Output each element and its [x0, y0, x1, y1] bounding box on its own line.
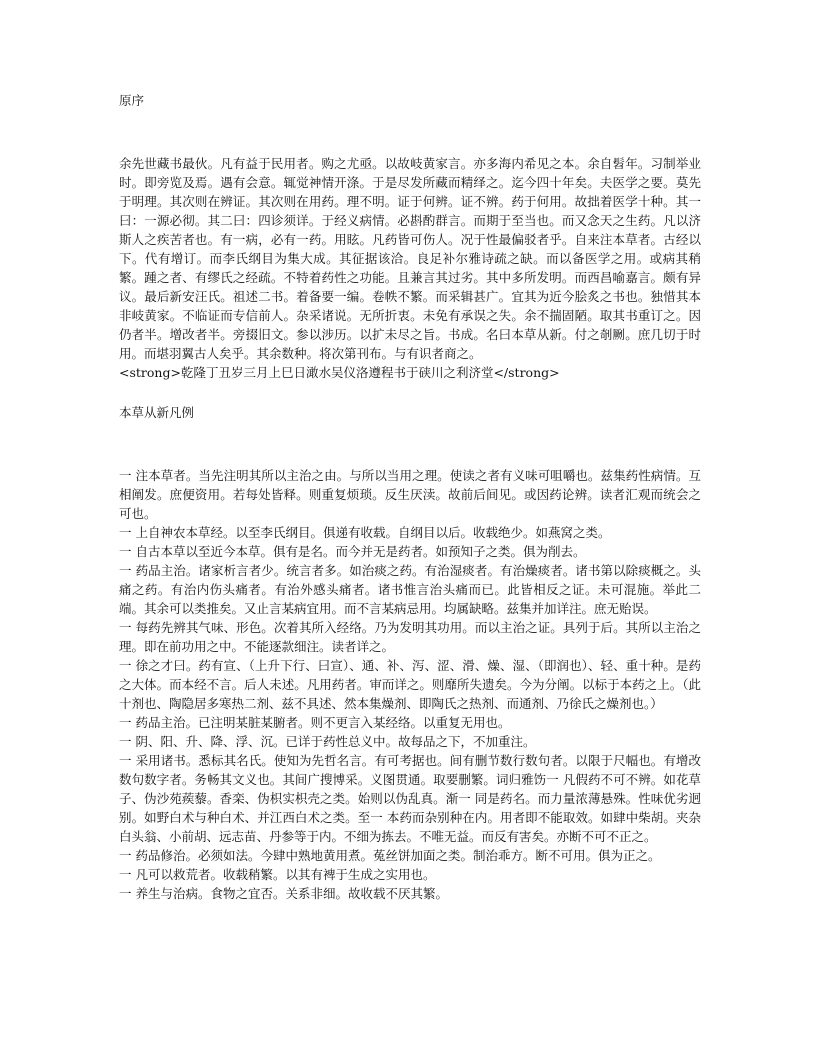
- fanli-item: 一 药品修治。必须如法。今肆中熟地黄用煮。菟丝饼加面之类。制治乖方。断不可用。俱为正之。: [119, 848, 661, 863]
- fanli-item: 一 徐之才曰。药有宣、（上升下行、曰宣）、通、补、泻、涩、滑、燥、湿、（即润也）、轻、重十种。是药之大体。而本经不言。后人未述。凡用药者。审而详之。则靡所失遗矣。今为分阐。以标于本药之上。（此十剂也、陶隐居多寒热二剂、兹不具述、然本集燥剂、即陶氏之热剂、而通剂、乃徐氏之燥剂也。）: [119, 658, 701, 711]
- preface-body: 余先世藏书最伙。凡有益于民用者。购之尤亟。以故岐黄家言。亦多海内希见之本。余自髫年。习制举业时。即旁览及焉。遇有会意。辄觉神情开涤。于是尽发所藏而精绎之。迄今四十年矣。夫医学之要。莫先于明理。其次则在辨证。其次则在用药。理不明。证于何辨。证不辨。药于何用。故拙着医学十种。其一曰：一源必彻。其二曰：四诊须详。于经义病情。必斟酌群言。而期于至当也。而又念天之生药。凡以济斯人之疾苦者也。有一病，必有一药。用眩。凡药皆可伤人。况于性最偏驳者乎。自来注本草者。古经以下。代有增订。而李氏纲目为集大成。其征据该洽。良足补尔雅诗疏之缺。而以备医学之用。或病其稍繁。踵之者、有缪氏之经疏。不特着药性之功能。且兼言其过劣。其中多所发明。而西昌喻嘉言。颇有异议。最后新安汪氏。祖述二书。着备要一编。卷帙不繁。而采辑甚广。宜其为近今脍炙之书也。独惜其本非岐黄家。不临证而专信前人。杂采诸说。无所折衷。未免有承误之失。余不揣固陋。取其书重订之。因仍者半。增改者半。旁掇旧文。参以涉历。以扩未尽之旨。书成。名曰本草从新。付之剞劂。庶几切于时用。而堪羽翼古人矣乎。其余数种。将次第刊布。与有识者商之。: [119, 156, 701, 361]
- fanli-item: 一 阴、阳、升、降、浮、沉。已详于药性总义中。故每品之下，不加重注。: [119, 734, 536, 749]
- fanli-item: 一 自古本草以至近今本草。俱有是名。而今并无是药者。如预知子之类。俱为削去。: [119, 544, 586, 559]
- fanli-item: 一 每药先辨其气味、形色。次着其所入经络。乃为发明其功用。而以主治之证。具列于后。其所以主治之理。即在前功用之中。不能逐款细注。读者详之。: [119, 620, 701, 654]
- preface-heading: 原序: [119, 93, 145, 108]
- fanli-item: 一 养生与治病。食物之宜否。关系非细。故收载不厌其繁。: [119, 886, 448, 901]
- fanli-item: 一 上自神农本草经。以至李氏纲目。俱递有收载。自纲目以后。收载绝少。如燕窝之类。: [119, 525, 611, 540]
- preface-signature: <strong>乾隆丁丑岁三月上巳日澉水吴仪洛遵程书于硖川之利济堂</strong>: [119, 365, 560, 380]
- fanli-item: 一 药品主治。已注明某脏某腑者。则不更言入某经络。以重复无用也。: [119, 715, 511, 730]
- document-page: [119, 92, 701, 903]
- fanli-list: [119, 466, 701, 903]
- fanli-item: 一 药品主治。诸家析言者少。统言者多。如治痰之药。有治湿痰者。有治燥痰者。诸书第以除痰概之。头痛之药。有治内伤头痛者。有治外感头痛者。诸书惟言治头痛而已。此皆相反之证。未可混施。举此二端。其余可以类推矣。又止言某病宜用。而不言某病忌用。均属缺略。兹集并加详注。庶无贻误。: [119, 563, 701, 616]
- fanli-item: 一 注本草者。当先注明其所以主治之由。与所以当用之理。使读之者有义味可咀嚼也。兹集药性病情。互相阐发。庶便资用。若每处皆释。则重复烦琐。反生厌渎。故前后间见。或因药论辨。读者汇观而统会之可也。: [119, 468, 701, 521]
- fanli-item: 一 采用诸书。悉标其名氏。使知为先哲名言。有可考据也。间有删节数行数句者。以限于尺幅也。有增改数句数字者。务畅其文义也。其间广搜博采。义图贯通。取要删繁。词归雅饬一 凡假药不可不辨。如花草子、伪沙苑蒺藜。香栾、伪枳实枳壳之类。始则以伪乱真。渐一 同是药名。而力量浓薄悬殊。性味优劣迥别。如野白术与种白术、并江西白术之类。至一 本药而杂别种在内。用者即不能取效。如肆中柴胡。夹杂白头翁、小前胡、远志苗、丹参等于内。不细为拣去。不唯无益。而反有害矣。亦断不可不正之。: [119, 753, 701, 844]
- fanli-item: 一 凡可以救荒者。收载稍繁。以其有裨于生成之实用也。: [119, 867, 436, 882]
- fanli-heading: 本草从新凡例: [119, 405, 195, 420]
